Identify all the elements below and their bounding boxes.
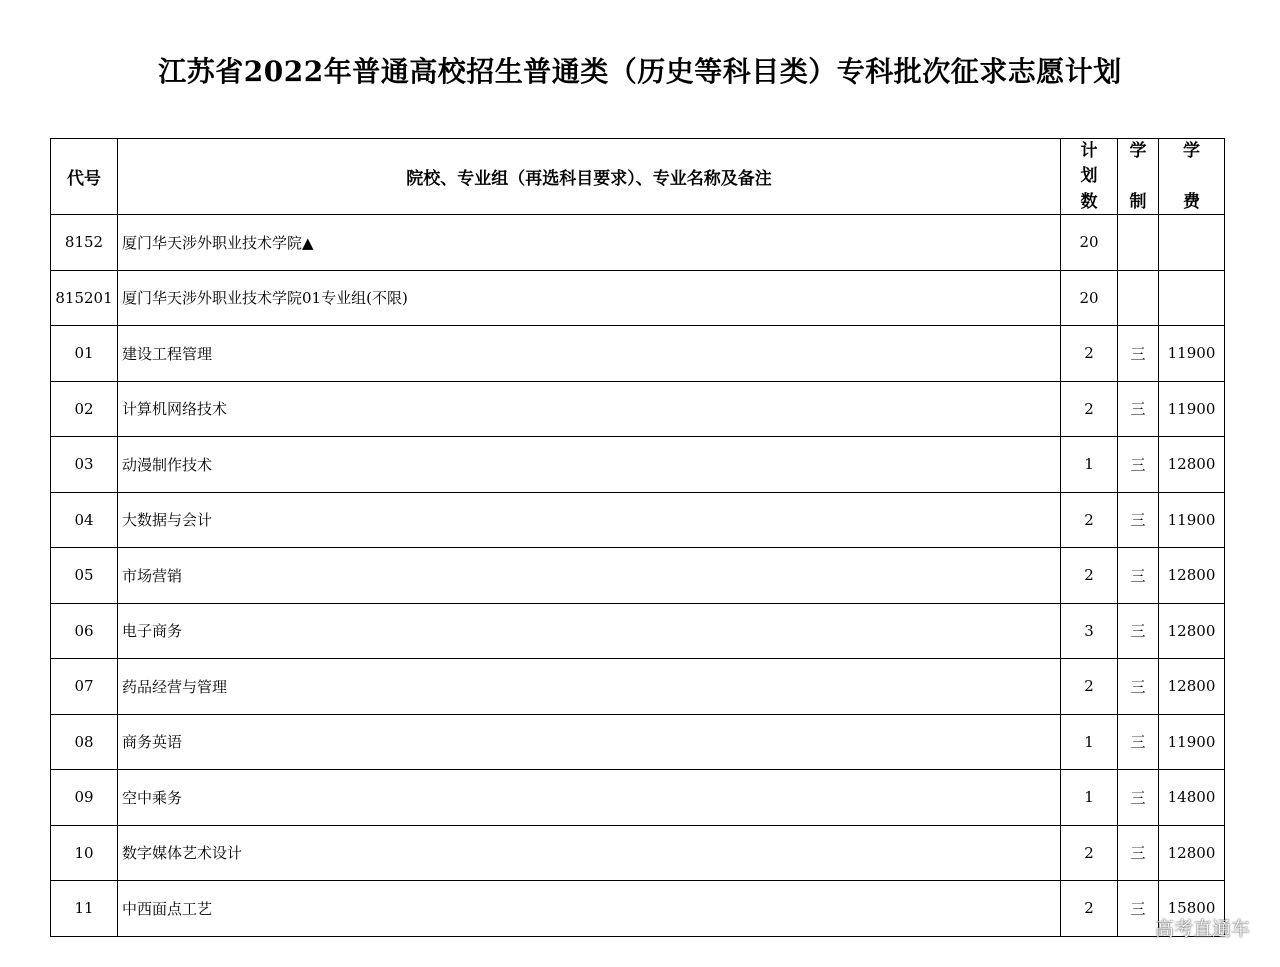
- header-plan-char: 数: [1080, 191, 1098, 212]
- cell-name: 电子商务: [118, 603, 1061, 659]
- cell-code: 04: [51, 492, 118, 548]
- cell-code: 10: [51, 825, 118, 881]
- cell-name: 厦门华天涉外职业技术学院▲: [118, 215, 1061, 271]
- header-plan-char: 划: [1080, 166, 1098, 186]
- cell-duration: [1118, 270, 1159, 326]
- cell-duration: [1118, 215, 1159, 271]
- cell-fee: 15800: [1159, 881, 1225, 937]
- cell-fee: 12800: [1159, 603, 1225, 659]
- cell-duration: 三: [1118, 714, 1159, 770]
- header-duration: [1118, 139, 1159, 215]
- cell-plan-count: 2: [1061, 381, 1118, 437]
- cell-plan-count: 1: [1061, 770, 1118, 826]
- cell-plan-count: 2: [1061, 881, 1118, 937]
- cell-name: 大数据与会计: [118, 492, 1061, 548]
- cell-name: 建设工程管理: [118, 326, 1061, 382]
- cell-duration: 三: [1118, 548, 1159, 604]
- cell-name: 商务英语: [118, 714, 1061, 770]
- plan-table: [50, 138, 1225, 937]
- cell-code: 08: [51, 714, 118, 770]
- cell-name: 厦门华天涉外职业技术学院01专业组(不限): [118, 270, 1061, 326]
- cell-code: 07: [51, 659, 118, 715]
- watermark: 高考直通车: [1154, 918, 1250, 940]
- cell-code: 8152: [51, 215, 118, 271]
- table-row: [51, 714, 1225, 770]
- cell-duration: 三: [1118, 437, 1159, 493]
- cell-duration: 三: [1118, 492, 1159, 548]
- cell-fee: [1159, 215, 1225, 271]
- table-row: [51, 215, 1225, 271]
- cell-name: 中西面点工艺: [118, 881, 1061, 937]
- cell-plan-count: 1: [1061, 714, 1118, 770]
- cell-code: 02: [51, 381, 118, 437]
- cell-plan-count: 20: [1061, 215, 1118, 271]
- header-duration-char: 制: [1129, 191, 1147, 212]
- table-row: [51, 381, 1225, 437]
- page-title: 江苏省2022年普通高校招生普通类（历史等科目类）专科批次征求志愿计划: [158, 55, 1122, 88]
- cell-name: 数字媒体艺术设计: [118, 825, 1061, 881]
- header-code: 代号: [51, 139, 118, 215]
- cell-plan-count: 2: [1061, 659, 1118, 715]
- header-duration-char: 学: [1129, 140, 1147, 161]
- cell-name: 市场营销: [118, 548, 1061, 604]
- cell-fee: 14800: [1159, 770, 1225, 826]
- header-fee: [1159, 139, 1225, 215]
- cell-fee: 11900: [1159, 381, 1225, 437]
- cell-fee: 12800: [1159, 548, 1225, 604]
- cell-code: 06: [51, 603, 118, 659]
- cell-name: 计算机网络技术: [118, 381, 1061, 437]
- cell-duration: 三: [1118, 881, 1159, 937]
- table-row: [51, 770, 1225, 826]
- cell-name: 动漫制作技术: [118, 437, 1061, 493]
- header-plan: [1061, 139, 1118, 215]
- header-fee-char: 费: [1183, 191, 1200, 212]
- cell-code: 03: [51, 437, 118, 493]
- table-row: [51, 492, 1225, 548]
- cell-duration: 三: [1118, 603, 1159, 659]
- cell-fee: 11900: [1159, 714, 1225, 770]
- cell-duration: 三: [1118, 381, 1159, 437]
- cell-fee: 12800: [1159, 437, 1225, 493]
- cell-fee: 12800: [1159, 825, 1225, 881]
- cell-plan-count: 20: [1061, 270, 1118, 326]
- table-row: [51, 270, 1225, 326]
- cell-plan-count: 2: [1061, 326, 1118, 382]
- cell-plan-count: 2: [1061, 492, 1118, 548]
- cell-duration: 三: [1118, 825, 1159, 881]
- table-row: [51, 603, 1225, 659]
- table-row: [51, 825, 1225, 881]
- cell-code: 05: [51, 548, 118, 604]
- cell-name: 药品经营与管理: [118, 659, 1061, 715]
- cell-fee: 11900: [1159, 326, 1225, 382]
- table-row: [51, 548, 1225, 604]
- cell-code: 815201: [51, 270, 118, 326]
- cell-code: 01: [51, 326, 118, 382]
- cell-fee: 11900: [1159, 492, 1225, 548]
- table-header-row: [51, 139, 1225, 215]
- cell-plan-count: 3: [1061, 603, 1118, 659]
- cell-fee: 12800: [1159, 659, 1225, 715]
- cell-plan-count: 2: [1061, 825, 1118, 881]
- cell-duration: 三: [1118, 326, 1159, 382]
- cell-plan-count: 1: [1061, 437, 1118, 493]
- cell-code: 09: [51, 770, 118, 826]
- header-plan-char: 计: [1080, 140, 1098, 161]
- cell-duration: 三: [1118, 659, 1159, 715]
- table-row: [51, 659, 1225, 715]
- cell-duration: 三: [1118, 770, 1159, 826]
- header-name: 院校、专业组（再选科目要求）、专业名称及备注: [118, 139, 1061, 215]
- header-fee-char: 学: [1183, 140, 1200, 161]
- cell-plan-count: 2: [1061, 548, 1118, 604]
- cell-code: 11: [51, 881, 118, 937]
- table-row: [51, 881, 1225, 937]
- cell-name: 空中乘务: [118, 770, 1061, 826]
- table-body: [51, 215, 1225, 937]
- table-row: [51, 437, 1225, 493]
- cell-fee: [1159, 270, 1225, 326]
- table-row: [51, 326, 1225, 382]
